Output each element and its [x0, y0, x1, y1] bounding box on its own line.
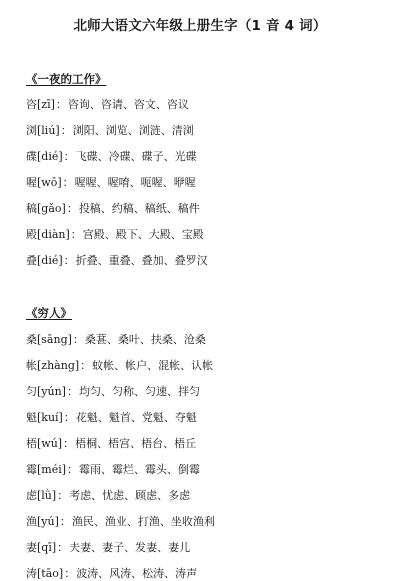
words: 飞碟、冷碟、碟子、光碟	[75, 150, 197, 163]
pinyin: [yún]	[37, 385, 66, 398]
words: 花魁、魁首、党魁、夺魁	[75, 411, 197, 424]
pinyin: [wú]	[37, 437, 63, 450]
list-item: 渔[yú]：渔民、渔业、打渔、坐收渔利	[26, 515, 215, 528]
list-item: 魁[kuí]：花魁、魁首、党魁、夺魁	[26, 411, 197, 424]
words: 咨询、咨请、咨文、咨议	[67, 98, 189, 111]
list-item: 桑[sāng]：桑葚、桑叶、扶桑、沧桑	[26, 333, 206, 346]
words: 宫殿、殿下、大殿、宝殿	[82, 228, 204, 241]
list-item: 殿[diàn]：宫殿、殿下、大殿、宝殿	[26, 228, 204, 241]
character: 稿	[26, 202, 37, 215]
character: 霉	[26, 463, 37, 476]
pinyin: [diàn]	[37, 228, 70, 241]
list-item: 霉[méi]：霉雨、霉烂、霉头、倒霉	[26, 463, 201, 476]
pinyin: [zī]	[37, 98, 55, 111]
list-item: 咨[zī]：咨询、咨请、咨文、咨议	[26, 98, 189, 111]
words: 折叠、重叠、叠加、叠罗汉	[75, 254, 208, 267]
words: 浏阳、浏览、浏涟、清浏	[72, 124, 194, 137]
words: 均匀、匀称、匀速、拌匀	[78, 385, 200, 398]
list-item: 碟[dié]：飞碟、冷碟、碟子、光碟	[26, 150, 197, 163]
list-item: 梧[wú]：梧桐、梧宫、梧台、梧丘	[26, 437, 197, 450]
page-title: 北师大语文六年级上册生字（1 音 4 词）	[73, 18, 327, 34]
words: 桑葚、桑叶、扶桑、沧桑	[84, 333, 206, 346]
words: 喔喔、喔唷、呃喔、咿喔	[74, 176, 196, 189]
character: 叠	[26, 254, 37, 267]
words: 考虑、忧虑、顾虑、多虑	[69, 489, 191, 502]
character: 喔	[26, 176, 37, 189]
list-item: 浏[liú]：浏阳、浏览、浏涟、清浏	[26, 124, 194, 137]
pinyin: [liú]	[37, 124, 60, 137]
pinyin: [qī]	[37, 541, 57, 554]
pinyin: [wō]	[37, 176, 62, 189]
character: 碟	[26, 150, 37, 163]
pinyin: [dié]	[37, 150, 63, 163]
section-heading-yiye: 《一夜的工作》	[26, 72, 107, 86]
character: 桑	[26, 333, 37, 346]
list-item: 涛[tāo]：波涛、风涛、松涛、涛声	[26, 567, 198, 580]
words: 霉雨、霉烂、霉头、倒霉	[79, 463, 201, 476]
list-item: 喔[wō]：喔喔、喔唷、呃喔、咿喔	[26, 176, 196, 189]
section-heading-qiongren: 《穷人》	[26, 306, 72, 320]
character: 帐	[26, 359, 37, 372]
character: 虑	[26, 489, 37, 502]
pinyin: [dié]	[37, 254, 63, 267]
character: 魁	[26, 411, 37, 424]
list-item: 虑[lǜ]：考虑、忧虑、顾虑、多虑	[26, 489, 191, 502]
character: 浏	[26, 124, 37, 137]
pinyin: [yú]	[37, 515, 59, 528]
pinyin: [zhàng]	[37, 359, 80, 372]
words: 梧桐、梧宫、梧台、梧丘	[75, 437, 197, 450]
list-item: 稿[gǎo]：投稿、约稿、稿纸、稿件	[26, 202, 200, 215]
words: 蚊帐、帐户、混帐、认帐	[92, 359, 214, 372]
words: 波涛、风涛、松涛、涛声	[76, 567, 198, 580]
list-item: 帐[zhàng]：蚊帐、帐户、混帐、认帐	[26, 359, 214, 372]
character: 涛	[26, 567, 37, 580]
list-item: 叠[dié]：折叠、重叠、叠加、叠罗汉	[26, 254, 208, 267]
pinyin: [lǜ]	[37, 489, 57, 502]
character: 梧	[26, 437, 37, 450]
pinyin: [méi]	[37, 463, 67, 476]
character: 渔	[26, 515, 37, 528]
list-item: 匀[yún]：均匀、匀称、匀速、拌匀	[26, 385, 200, 398]
character: 妻	[26, 541, 37, 554]
character: 咨	[26, 98, 37, 111]
character: 匀	[26, 385, 37, 398]
pinyin: [kuí]	[37, 411, 63, 424]
list-item: 妻[qī]：夫妻、妻子、发妻、妻儿	[26, 541, 191, 554]
words: 渔民、渔业、打渔、坐收渔利	[71, 515, 215, 528]
pinyin: [tāo]	[37, 567, 64, 580]
words: 夫妻、妻子、发妻、妻儿	[69, 541, 191, 554]
pinyin: [gǎo]	[37, 202, 66, 215]
character: 殿	[26, 228, 37, 241]
words: 投稿、约稿、稿纸、稿件	[78, 202, 200, 215]
pinyin: [sāng]	[37, 333, 72, 346]
